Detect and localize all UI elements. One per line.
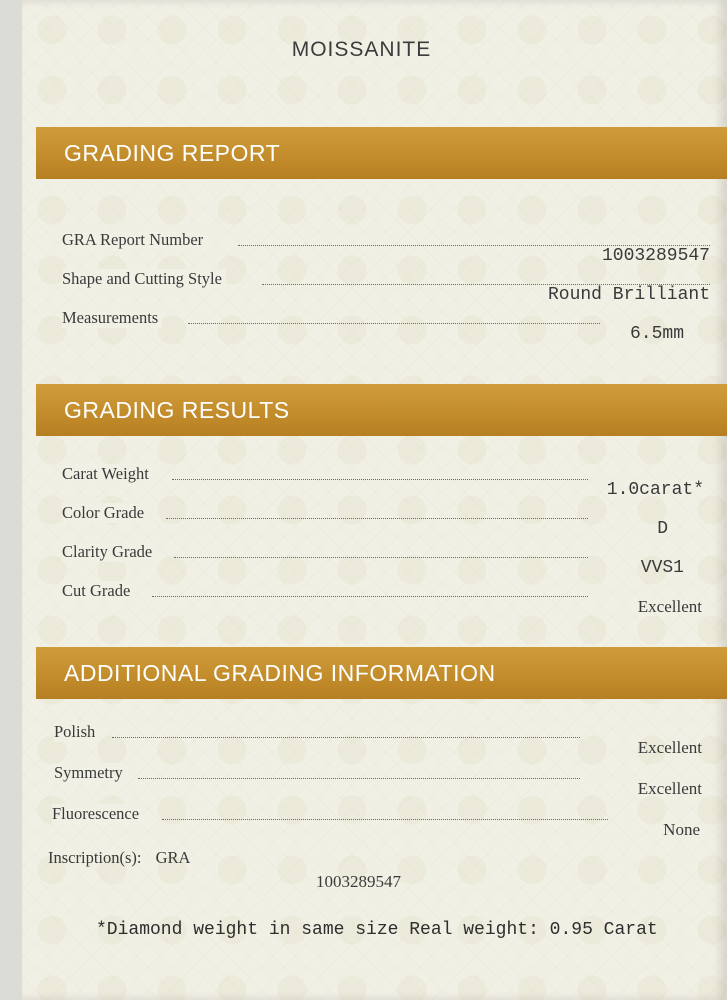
field-label: Polish <box>54 722 99 742</box>
field-value: Excellent <box>637 597 702 616</box>
dotted-leader <box>166 518 588 519</box>
field-value: Excellent <box>637 779 702 798</box>
field-label: Fluorescence <box>52 804 143 824</box>
dotted-leader <box>188 323 600 324</box>
inscription-prefix: GRA <box>155 848 191 867</box>
dotted-leader <box>152 596 588 597</box>
field-value: Excellent <box>637 738 702 757</box>
field-value: None <box>663 820 700 839</box>
section-header-additional-info: ADDITIONAL GRADING INFORMATION <box>36 647 727 699</box>
inscription-line <box>48 848 190 868</box>
section-header-grading-results: GRADING RESULTS <box>36 384 727 436</box>
field-label: Clarity Grade <box>62 542 156 562</box>
field-value: 1003289547 <box>601 246 710 266</box>
field-value: Round Brilliant <box>547 285 710 305</box>
dotted-leader <box>138 778 580 779</box>
field-value: 1.0carat* <box>606 480 704 500</box>
dotted-leader <box>112 737 580 738</box>
dotted-leader <box>162 819 608 820</box>
inscription-number: 1003289547 <box>316 872 401 891</box>
field-fluorescence <box>52 804 700 848</box>
field-label: Symmetry <box>54 763 127 783</box>
field-label: GRA Report Number <box>62 230 207 250</box>
field-label: Carat Weight <box>62 464 153 484</box>
inscription-label: Inscription(s): <box>48 848 142 867</box>
dotted-leader <box>174 557 588 558</box>
field-value: 6.5mm <box>629 324 684 344</box>
field-cut-grade <box>62 581 710 625</box>
grading-report-page <box>22 0 727 1000</box>
field-measurements <box>62 308 710 352</box>
document-title: MOISSANITE <box>291 38 432 61</box>
field-polish <box>54 722 702 766</box>
weight-footnote: *Diamond weight in same size Real weight: 0.95 Carat <box>96 920 658 940</box>
field-label: Color Grade <box>62 503 148 523</box>
field-report-number <box>62 230 710 274</box>
field-clarity-grade <box>62 542 710 586</box>
field-color-grade <box>62 503 710 547</box>
field-label: Measurements <box>62 308 162 328</box>
field-value: VVS1 <box>640 558 684 578</box>
field-carat-weight <box>62 464 710 508</box>
field-value: D <box>657 519 668 539</box>
dotted-leader <box>172 479 588 480</box>
field-shape-cutting-style <box>62 269 710 313</box>
field-symmetry <box>54 763 702 807</box>
field-label: Cut Grade <box>62 581 134 601</box>
section-header-grading-report: GRADING REPORT <box>36 127 727 179</box>
field-label: Shape and Cutting Style <box>62 269 226 289</box>
